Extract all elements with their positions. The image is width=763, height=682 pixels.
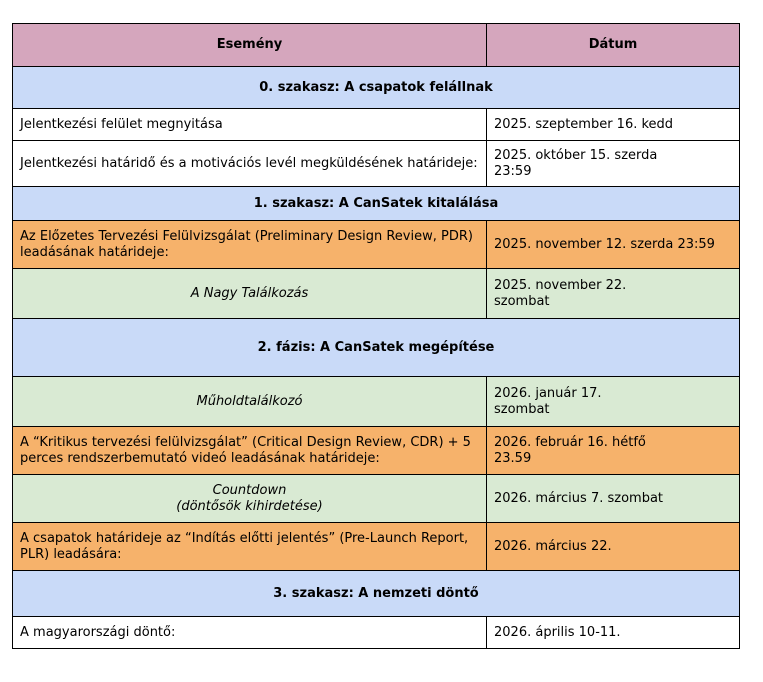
table-header-row	[13, 24, 740, 67]
stage-title: 2. fázis: A CanSatek megépítése	[13, 319, 740, 377]
stage-title: 1. szakasz: A CanSatek kitalálása	[13, 187, 740, 221]
date-cell: 2026. január 17. szombat	[487, 377, 740, 427]
event-cell: A magyarországi döntő:	[13, 617, 487, 649]
header-date: Dátum	[487, 24, 740, 67]
event-cell: Az Előzetes Tervezési Felülvizsgálat (Preliminary Design Review, PDR) leadásának határideje:	[13, 221, 487, 269]
header-event: Esemény	[13, 24, 487, 67]
stage-row	[13, 319, 740, 377]
stage-title: 0. szakasz: A csapatok felállnak	[13, 67, 740, 109]
date-cell: 2025. november 22. szombat	[487, 269, 740, 319]
table-row	[13, 617, 740, 649]
date-cell: 2025. október 15. szerda 23:59	[487, 141, 740, 187]
table-row	[13, 269, 740, 319]
event-cell: A Nagy Találkozás	[13, 269, 487, 319]
stage-row	[13, 67, 740, 109]
event-cell: A csapatok határideje az “Indítás előtti jelentés” (Pre-Launch Report, PLR) leadására:	[13, 523, 487, 571]
table-row	[13, 221, 740, 269]
date-cell: 2026. április 10-11.	[487, 617, 740, 649]
date-cell: 2026. március 7. szombat	[487, 475, 740, 523]
event-cell: Jelentkezési határidő és a motivációs levél megküldésének határideje:	[13, 141, 487, 187]
event-cell: Jelentkezési felület megnyitása	[13, 109, 487, 141]
table-row	[13, 475, 740, 523]
event-cell: Műholdtalálkozó	[13, 377, 487, 427]
date-cell: 2026. február 16. hétfő 23.59	[487, 427, 740, 475]
table-row	[13, 427, 740, 475]
schedule-table	[12, 23, 740, 649]
stage-row	[13, 571, 740, 617]
table-row	[13, 109, 740, 141]
event-cell: Countdown (döntősök kihirdetése)	[13, 475, 487, 523]
stage-title: 3. szakasz: A nemzeti döntő	[13, 571, 740, 617]
table-row	[13, 523, 740, 571]
date-cell: 2025. november 12. szerda 23:59	[487, 221, 740, 269]
stage-row	[13, 187, 740, 221]
date-cell: 2026. március 22.	[487, 523, 740, 571]
table-row	[13, 377, 740, 427]
table-row	[13, 141, 740, 187]
event-cell: A “Kritikus tervezési felülvizsgálat” (Critical Design Review, CDR) + 5 perces rendszerbemutató videó leadásának határideje:	[13, 427, 487, 475]
date-cell: 2025. szeptember 16. kedd	[487, 109, 740, 141]
